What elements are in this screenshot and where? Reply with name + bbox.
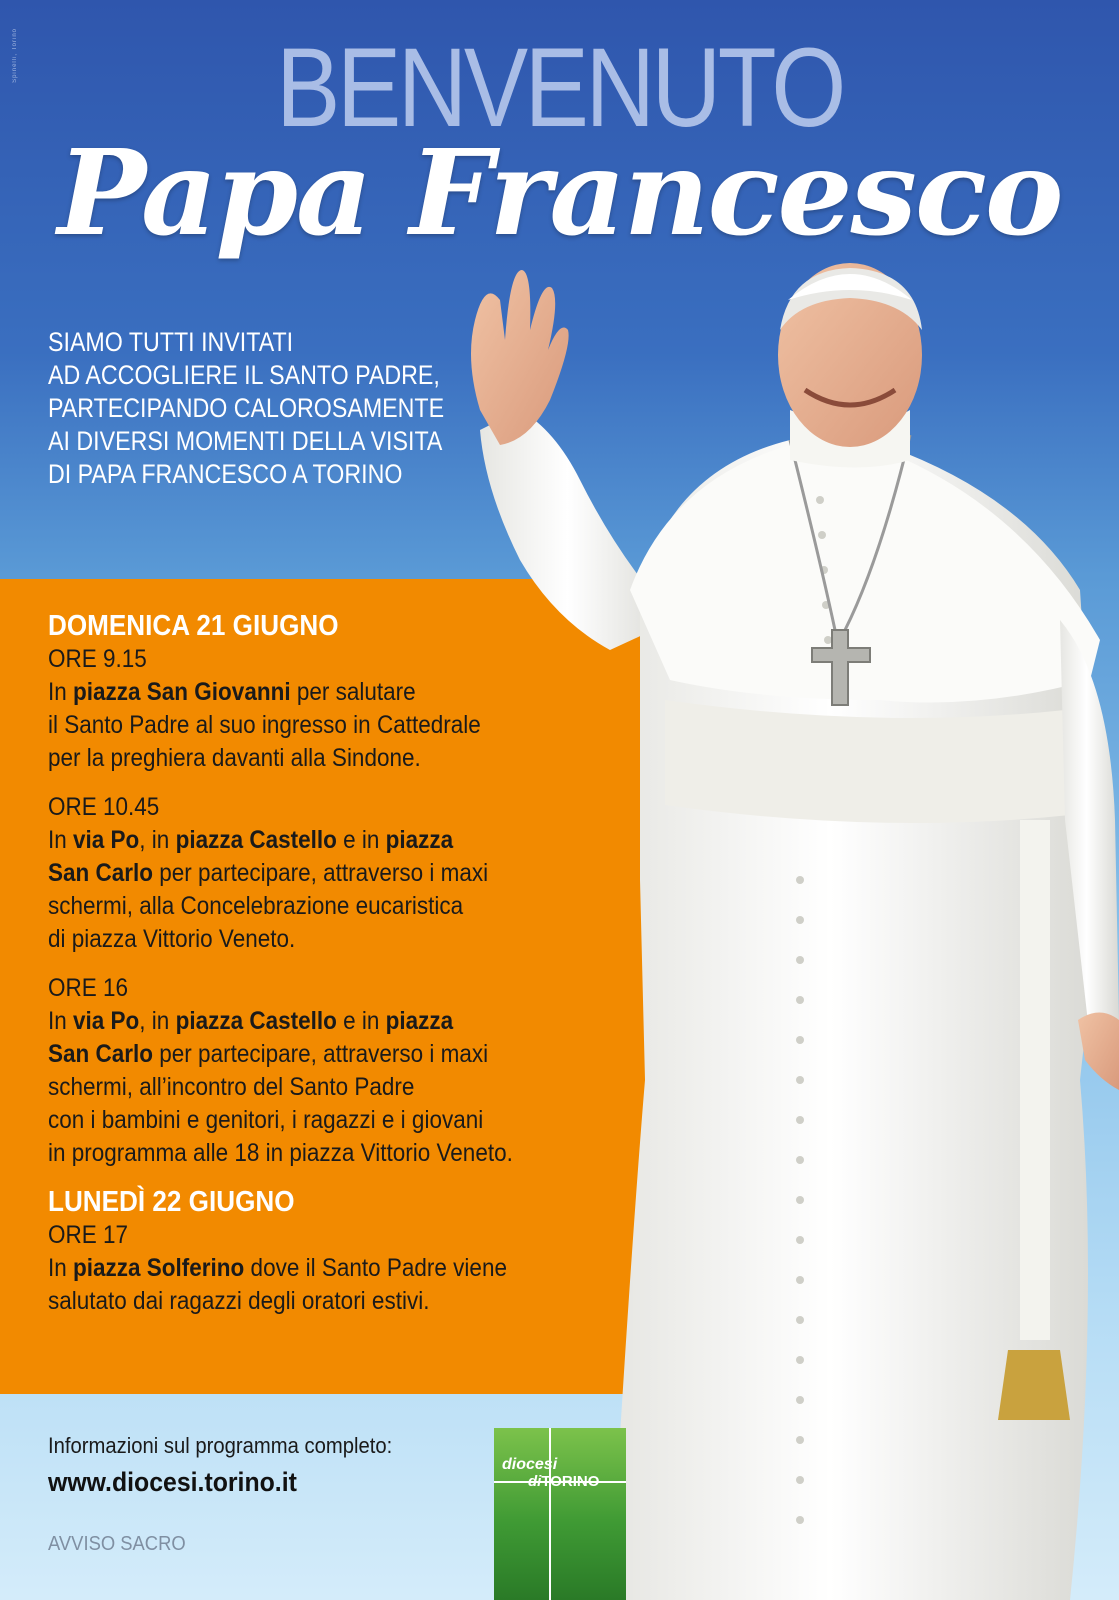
event-line (48, 1038, 660, 1071)
diocesi-torino-logo (494, 1428, 626, 1600)
info-label: Informazioni sul programma completo: (48, 1433, 393, 1458)
place-name: piazza Solferino (73, 1254, 245, 1282)
website-url[interactable]: www.diocesi.torino.it (48, 1467, 297, 1497)
place-name: via Po (73, 1007, 140, 1035)
logo-text-torino (528, 1473, 599, 1490)
event-block (48, 643, 660, 775)
event-block (48, 791, 660, 956)
event-line (48, 676, 660, 709)
logo-text-diocesi: diocesi (502, 1456, 558, 1473)
event-line: in programma alle 18 in piazza Vittorio Veneto. (48, 1139, 513, 1167)
intro-line: PARTECIPANDO CALOROSAMENTE (48, 393, 445, 423)
event-line: il Santo Padre al suo ingresso in Cattedrale (48, 711, 481, 739)
event-line: di piazza Vittorio Veneto. (48, 925, 296, 953)
place-name: San Carlo (48, 1040, 154, 1068)
event-line: salutato dai ragazzi degli oratori estivi. (48, 1287, 430, 1315)
text-span: In (48, 1254, 74, 1282)
intro-line: SIAMO TUTTI INVITATI (48, 327, 294, 357)
logo-text-torino-word: TORINO (541, 1473, 600, 1490)
event-block (48, 972, 660, 1170)
program-text (48, 610, 660, 1334)
print-credit: Spinelli, Torino (12, 28, 18, 83)
intro-line: AD ACCOGLIERE IL SANTO PADRE, (48, 360, 440, 390)
event-time: ORE 16 (48, 974, 129, 1002)
place-name: via Po (73, 826, 140, 854)
logo-cross-vertical (549, 1428, 551, 1600)
text-span: In (48, 826, 74, 854)
title-benvenuto: BENVENUTO (276, 25, 843, 150)
title-papa-francesco: Papa Francesco (57, 123, 1062, 262)
text-span: e in (336, 826, 386, 854)
text-span: per salutare (290, 678, 416, 706)
event-time: ORE 10.45 (48, 793, 160, 821)
place-name: piazza Castello (175, 826, 337, 854)
text-span: In (48, 678, 74, 706)
place-name: piazza (385, 826, 454, 854)
event-line: con i bambini e genitori, i ragazzi e i giovani (48, 1106, 484, 1134)
text-span: per partecipare, attraverso i maxi (153, 859, 489, 887)
event-line (48, 824, 660, 857)
place-name: piazza Castello (175, 1007, 337, 1035)
text-span: e in (336, 1007, 386, 1035)
event-line (48, 857, 660, 890)
event-block (48, 1219, 660, 1318)
text-span: , in (139, 1007, 176, 1035)
event-line (48, 1005, 660, 1038)
event-time: ORE 17 (48, 1221, 129, 1249)
day-heading: LUNEDÌ 22 GIUGNO (48, 1186, 295, 1218)
event-line (48, 1252, 660, 1285)
place-name: San Carlo (48, 859, 154, 887)
day-heading: DOMENICA 21 GIUGNO (48, 610, 339, 642)
event-line: per la preghiera davanti alla Sindone. (48, 744, 421, 772)
intro-text (48, 326, 452, 491)
place-name: piazza (385, 1007, 454, 1035)
event-time: ORE 9.15 (48, 645, 147, 673)
intro-line: DI PAPA FRANCESCO A TORINO (48, 459, 403, 489)
place-name: piazza San Giovanni (73, 678, 291, 706)
avviso-sacro: AVVISO SACRO (48, 1533, 186, 1555)
text-span: In (48, 1007, 74, 1035)
text-span: dove il Santo Padre viene (244, 1254, 507, 1282)
logo-text-di: di (528, 1473, 542, 1490)
intro-line: AI DIVERSI MOMENTI DELLA VISITA (48, 426, 443, 456)
text-span: , in (139, 826, 176, 854)
event-line: schermi, alla Concelebrazione eucaristica (48, 892, 464, 920)
text-span: per partecipare, attraverso i maxi (153, 1040, 489, 1068)
event-line: schermi, all’incontro del Santo Padre (48, 1073, 415, 1101)
